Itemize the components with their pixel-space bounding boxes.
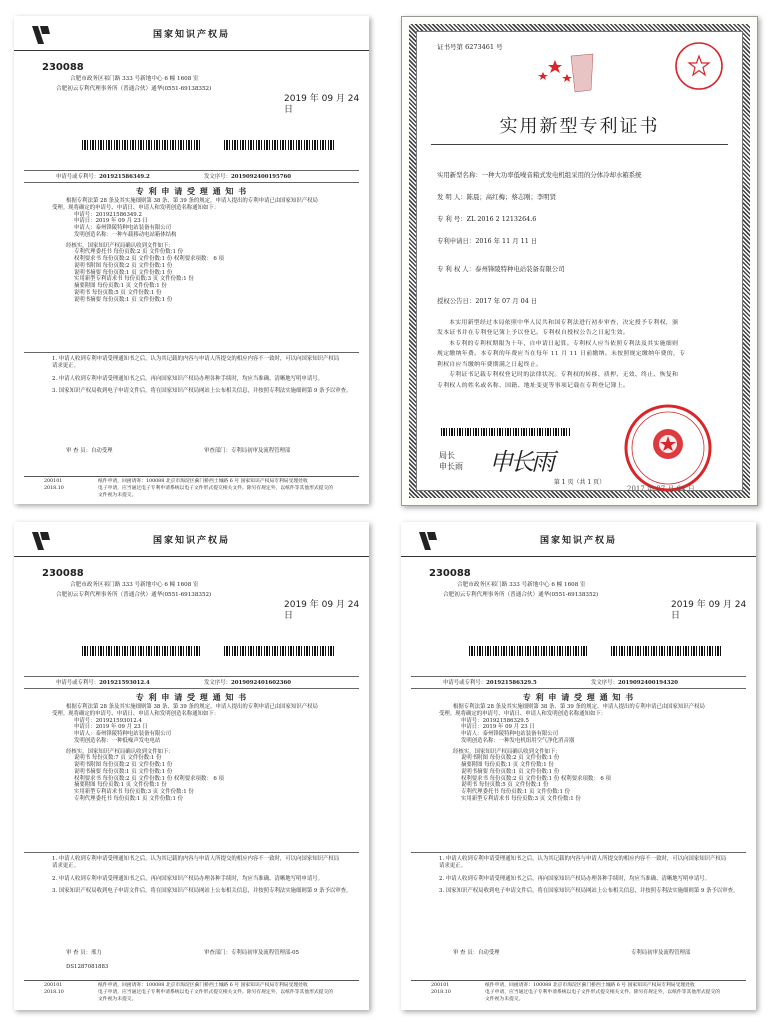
send-number-line: 发文序号：2019092400194320 <box>591 680 678 686</box>
reviewer: 审 查 员：自动受理 <box>66 448 113 454</box>
postal-code: 230088 <box>429 568 471 579</box>
notice-document-1 <box>14 16 369 504</box>
barcode <box>441 428 571 436</box>
divider <box>24 852 359 853</box>
barcode <box>224 646 334 656</box>
file-item: 说明书附图 每份页数:2 页 文件份数:1 份 <box>74 762 173 768</box>
certificate-body <box>416 31 743 491</box>
divider <box>411 852 746 853</box>
file-item: 实用新型专利请求书 每份页数:3 页 文件份数:1 份 <box>74 276 194 283</box>
file-item: 专利代理委托书 每份页数:1 页 文件份数:1 份 <box>461 789 570 795</box>
notice-footer: 200101 2018.10 纸件申请，回函请寄：100088 北京市海淀区蓟门桥西土城路 6 号 国家知识产权局专利局受理处收 电子申请，应当通过电子专利申请系统以电子文件形式提交相关文件。除另有规定外，以纸件等其他形式提交的 文件视为未提交。 <box>411 980 746 983</box>
application-date: 专利申请日：2016 年 11 月 11 日 <box>437 237 538 245</box>
file-item: 权利要求书 每份页数:2 页 文件份数:1 份 权利要求项数： 6 项 <box>461 775 611 782</box>
document-code: DS1287081883 <box>66 964 109 970</box>
file-item: 实用新型专利请求书 每份页数:3 页 文件份数:1 份 <box>74 789 194 795</box>
patent-number: 专 利 号：ZL 2016 2 1213264.6 <box>437 215 537 223</box>
file-item: 说明书 每份页数:5 页 文件份数:1 份 <box>74 289 162 296</box>
application-number-line: 申请号或专利号：201921593012.4 <box>56 680 150 686</box>
file-item: 说明书附图 每份页数:2 页 文件份数:1 份 <box>74 262 173 269</box>
certificate-title: 实用新型专利证书 <box>499 116 660 137</box>
file-item: 说明书 每份页数:5 页 文件份数:1 份 <box>461 782 549 789</box>
notice-footer: 200101 2018.10 纸件申请，回函请寄：100088 北京市海淀区蓟门桥西土城路 6 号 国家知识产权局专利局受理处收 电子申请，应当通过电子专利申请系统以电子文件形式提交相关文件。除另有规定外，以纸件等其他形式提交的 文件视为未提交。 <box>24 476 359 479</box>
notice-body: 根据专利法第 28 条及其实施细则第 38 条、第 39 条的规定，申请人提出的专利申请已由国家知识产权局 受理。现将确定的申请号、申请日、申请人和发明创造名称通知如下： 申请号：201921586329.5 申请日：2019 年 09 月 23 日 申请人：泰州锋陵特种电站装备有限公司 发明创造名称：一种发电机组用空气净化消音器 经核实，国家知识产权局确认收到文件如下： 说明书附图 每份页数:2 页 文件份数:1 份 摘要附图 每份页数:1 页 文件份数:1 份 说明书摘要 每份页数:1 页 文件份数:1 份 权利要求书 每份页数:2 页 文件份数:1 份 权利要求项数： 6 项 说明书 每份页数:5 页 文件份数:1 份 专利代理委托书 每份页数:1 页 文件份数:1 份 实用新型专利请求书 每份页数:3 页 文件份数:1 份 <box>439 704 736 803</box>
review-department: 审查部门：专利局初审及流程管理部-05 <box>204 950 299 956</box>
file-item: 摘要附图 每份页数:1 页 文件份数:1 份 <box>461 762 554 768</box>
notice-header <box>401 522 756 557</box>
notice-notes: 1. 申请人收到专利申请受理通知书之后，认为其记载的内容与申请人所提交的相应内容不一致时，可以向国家知识产权局 请求更正。 2. 申请人收到专利申请受理通知书之后，再向国家知识产权局办理各种手续时，均应当准确、清晰地写明申请号。 3. 国家知识产权局收到电子申请文件后，将在国家知识产权局网站上公布相关信息，并按照专利法实施细则第 9 条予以审查。 <box>52 856 352 895</box>
office-name: 国家知识产权局 <box>539 536 617 546</box>
page-number: 第 1 页（共 1 页） <box>553 479 606 486</box>
file-item: 说明书摘要 每份页数:1 页 文件份数:1 份 <box>74 768 173 775</box>
handwritten-signature: 申长雨 <box>489 448 552 476</box>
barcode <box>469 646 589 656</box>
file-item: 权利要求书 每份页数:2 页 文件份数:1 份 权利要求项数： 6 项 <box>74 256 224 262</box>
review-department: 专利局初审及流程管理部 <box>631 950 691 956</box>
divider <box>24 182 359 183</box>
file-item: 说明书摘要 每份页数:1 页 文件份数:1 份 <box>461 768 560 775</box>
file-item: 说明书附图 每份页数:2 页 文件份数:1 份 <box>461 755 560 762</box>
recipient-address: 合肥市政务区祁门路 333 号新地中心 6 幢 1608 室 <box>70 582 199 588</box>
notice-title: 专 利 申 请 受 理 通 知 书 <box>522 692 635 702</box>
notice-notes: 1. 申请人收到专利申请受理通知书之后，认为其记载的内容与申请人所提交的相应内容不一致时，可以向国家知识产权局 请求更正。 2. 申请人收到专利申请受理通知书之后，再向国家知识产权局办理各种手续时，均应当准确、清晰地写明申请号。 3. 国家知识产权局收到电子申请文件后，将在国家知识产权局网站上公布相关信息，并按照专利法实施细则第 9 条予以审查。 <box>439 856 739 895</box>
divider <box>431 144 728 145</box>
notice-header <box>14 522 369 557</box>
application-number-line: 申请号或专利号：201921586349.2 <box>56 174 150 180</box>
divider <box>411 688 746 689</box>
notice-document-3 <box>401 522 756 1010</box>
file-item: 权利要求书 每份页数:2 页 文件份数:1 份 权利要求项数： 6 项 <box>74 775 224 782</box>
barcode <box>611 646 721 656</box>
patent-certificate <box>401 16 758 506</box>
notice-title: 专 利 申 请 受 理 通 知 书 <box>135 692 248 702</box>
review-department: 审查部门：专利局初审及流程管理部 <box>204 448 291 454</box>
notice-header <box>14 16 369 51</box>
seal-date: 2017 年 07 月 04 日 <box>627 485 695 493</box>
notice-body: 根据专利法第 28 条及其实施细则第 38 条、第 39 条的规定，申请人提出的专利申请已由国家知识产权局 受理。现将确定的申请号、申请日、申请人和发明创造名称通知如下： 申请号：201921593012.4 申请日：2019 年 09 月 23 日 申请人：泰州锋陵特种电站装备有限公司 发明创造名称：一种低噪声发电电站 经核实，国家知识产权局确认收到文件如下： 说明书 每份页数:7 页 文件份数:1 份 说明书附图 每份页数:2 页 文件份数:1 份 说明书摘要 每份页数:1 页 文件份数:1 份 权利要求书 每份页数:2 页 文件份数:1 份 权利要求项数： 6 项 摘要附图 每份页数:1 页 文件份数:1 份 实用新型专利请求书 每份页数:3 页 文件份数:1 份 专利代理委托书 每份页数:1 页 文件份数:1 份 <box>52 704 349 803</box>
office-name: 国家知识产权局 <box>152 536 230 546</box>
notice-document-2 <box>14 522 369 1010</box>
patent-holder: 专 利 权 人：泰州锋陵特种电站装备有限公司 <box>437 265 565 273</box>
send-number-line: 发文序号：2019092400195760 <box>204 174 291 180</box>
emblem-stars-icon <box>537 50 597 94</box>
recipient-address: 合肥市政务区祁门路 333 号新地中心 6 幢 1608 室 <box>70 76 199 82</box>
office-name: 国家知识产权局 <box>152 30 230 40</box>
recipient-agent: 合肥初云专利代理事务所（普通合伙）通华(0551-69138352) <box>56 86 212 92</box>
send-number-line: 发文序号：2019092401602360 <box>204 680 291 686</box>
signatory: 局长 申长雨 <box>439 451 463 472</box>
postal-code: 230088 <box>42 62 84 73</box>
divider <box>24 352 359 353</box>
recipient-address: 合肥市政务区祁门路 333 号新地中心 6 幢 1608 室 <box>457 582 586 588</box>
notice-title: 专 利 申 请 受 理 通 知 书 <box>135 186 248 196</box>
barcode <box>82 646 202 656</box>
file-item: 说明书 每份页数:7 页 文件份数:1 份 <box>74 755 162 762</box>
grant-date: 授权公告日：2017 年 07 月 04 日 <box>437 297 538 305</box>
issue-date: 2019 年 09 月 24 日 <box>284 94 360 116</box>
file-item: 专利代理委托书 每份页数:2 页 文件份数:1 份 <box>74 249 183 256</box>
notice-footer: 200101 2018.10 纸件申请，回函请寄：100088 北京市海淀区蓟门桥西土城路 6 号 国家知识产权局专利局受理处收 电子申请，应当通过电子专利申请系统以电子文件形式提交相关文件。除另有规定外，以纸件等其他形式提交的 文件视为未提交。 <box>24 980 359 983</box>
file-item: 实用新型专利请求书 每份页数:3 页 文件份数:1 份 <box>461 795 581 802</box>
postal-code: 230088 <box>42 568 84 579</box>
recipient-agent: 合肥初云专利代理事务所（普通合伙）通华(0551-69138352) <box>443 592 599 598</box>
file-item: 说明书摘要 每份页数:1 页 文件份数:1 份 <box>74 296 173 303</box>
application-number-line: 申请号或专利号：201921586329.5 <box>443 680 537 686</box>
certificate-number: 证书号第 6273461 号 <box>437 43 503 51</box>
issue-date: 2019 年 09 月 24 日 <box>284 600 360 622</box>
divider <box>411 676 746 677</box>
utility-model-name: 实用新型名称：一种大功率低噪音箱式发电机组采用的分体冷却水箱系统 <box>437 171 642 179</box>
file-item: 摘要附图 每份页数:1 页 文件份数:1 份 <box>74 782 167 789</box>
issue-date: 2019 年 09 月 24 日 <box>671 600 747 622</box>
reviewer: 审 查 员：邢力 <box>66 950 102 956</box>
file-item: 摘要附图 每份页数:1 页 文件份数:1 份 <box>74 283 167 289</box>
barcode <box>82 140 202 150</box>
inventors: 发 明 人：陈晨；高红梅；蔡志刚；李明贤 <box>437 193 557 201</box>
divider <box>24 170 359 171</box>
barcode <box>224 140 334 150</box>
file-item: 专利代理委托书 每份页数:1 页 文件份数:1 份 <box>74 795 183 802</box>
notice-body: 根据专利法第 28 条及其实施细则第 38 条、第 39 条的规定，申请人提出的专利申请已由国家知识产权局 受理。现将确定的申请号、申请日、申请人和发明创造名称通知如下： 申请号：201921586349.2 申请日：2019 年 09 月 23 日 申请人：泰州锋陵特种电站装备有限公司 发明创造名称：一种车载移动电站箱体结构 经核实，国家知识产权局确认收到文件如下： 专利代理委托书 每份页数:2 页 文件份数:1 份 权利要求书 每份页数:2 页 文件份数:1 份 权利要求项数： 6 项 说明书附图 每份页数:2 页 文件份数:1 份 说明书摘要 每份页数:1 页 文件份数:1 份 实用新型专利请求书 每份页数:3 页 文件份数:1 份 摘要附图 每份页数:1 页 文件份数:1 份 说明书 每份页数:5 页 文件份数:1 份 说明书摘要 每份页数:1 页 文件份数:1 份 <box>52 198 349 303</box>
divider <box>24 688 359 689</box>
notice-notes: 1. 申请人收到专利申请受理通知书之后，认为其记载的内容与申请人所提交的相应内容不一致时，可以向国家知识产权局 请求更正。 2. 申请人收到专利申请受理通知书之后，再向国家知识产权局办理各种手续时，均应当准确、清晰地写明申请号。 3. 国家知识产权局收到电子申请文件后，将在国家知识产权局网站上公布相关信息，并按照专利法实施细则第 9 条予以审查。 <box>52 356 352 395</box>
file-item: 说明书摘要 每份页数:1 页 文件份数:1 份 <box>74 269 173 276</box>
seal-stamp-small-icon <box>673 40 725 92</box>
reviewer: 审 查 员：自动受理 <box>453 950 500 956</box>
certificate-text: 本实用新型经过本局依照中华人民共和国专利法进行初步审查，决定授予专利权，颁 发本证书并在专利登记簿上予以登记。专利权自授权公告之日起生效。 本专利的专利权期限为十年，自申请日起算。专利权人应当依照专利法及其实施细则 规定缴纳年费。本专利的年费应当在每年 11 月 11 日前缴纳。未按照规定缴纳年费的，专 利权自应当缴纳年费期满之日起终止。 专利证书记载专利权登记时的法律状况。专利权的转移、质押、无效、终止、恢复和 专利权人的姓名或名称、国籍、地址变更等事项记载在专利登记簿上。 <box>437 320 686 389</box>
divider <box>24 676 359 677</box>
recipient-agent: 合肥初云专利代理事务所（普通合伙）通华(0551-69138352) <box>56 592 212 598</box>
